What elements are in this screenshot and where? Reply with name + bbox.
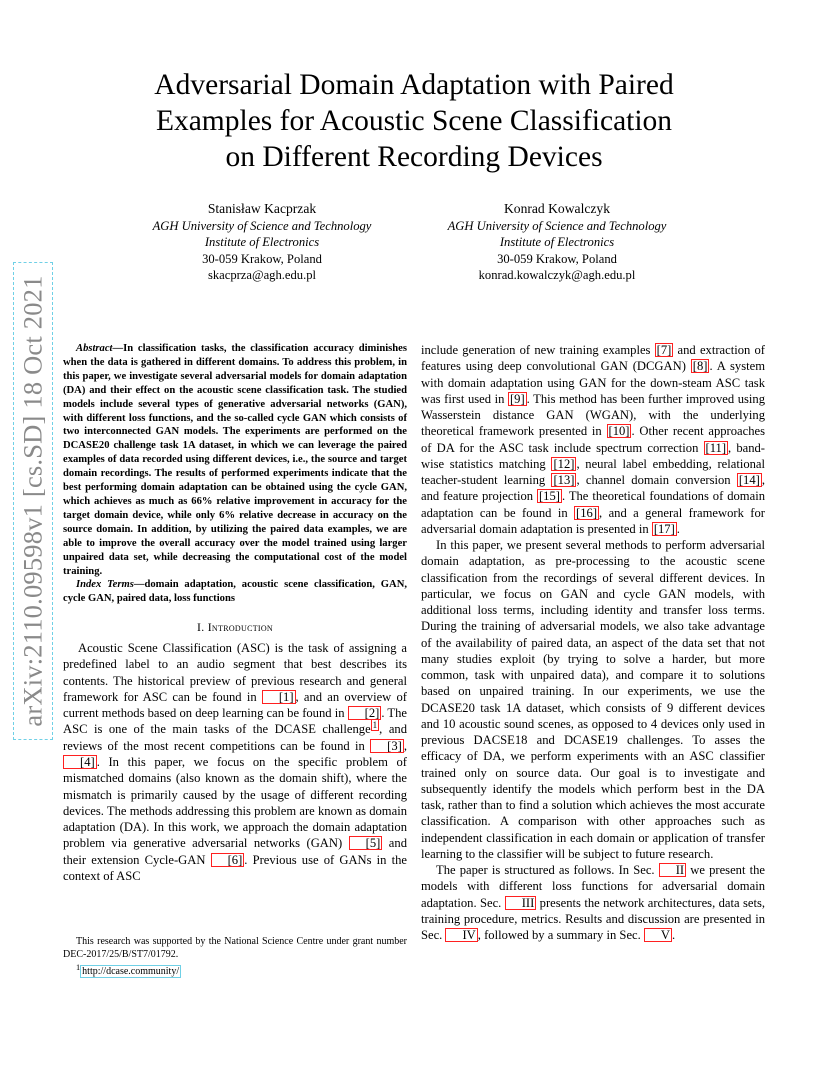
text-run: , and an overview of current methods based on deep learning can be found in bbox=[63, 689, 407, 721]
title-line-3: on Different Recording Devices bbox=[225, 141, 603, 173]
citation-link[interactable]: [12] bbox=[553, 456, 575, 471]
citation-link[interactable]: [17] bbox=[653, 521, 675, 536]
text-run: , and feature projection bbox=[421, 473, 765, 504]
author-name: Konrad Kowalczyk bbox=[503, 201, 611, 216]
section-link[interactable]: V bbox=[644, 928, 672, 942]
text-run: include generation of new training examples bbox=[421, 343, 655, 357]
text-run: . bbox=[672, 928, 676, 942]
text-run: . A system with domain adaptation using GAN for the down-steam ASC task was first used in bbox=[421, 359, 766, 406]
title-line-2: Examples for Acoustic Scene Classification bbox=[155, 105, 673, 137]
text-run: . Other recent approaches of DA for the ASC task include spectrum correction bbox=[421, 424, 766, 455]
text-run: and their extension Cycle-GAN bbox=[63, 836, 407, 867]
footnote-link[interactable]: 1 bbox=[372, 720, 378, 731]
citation-link[interactable]: [7] bbox=[656, 343, 672, 357]
citation-link[interactable]: [4] bbox=[63, 755, 97, 769]
text-run: we present the models with different loss functions for adversarial domain adaptation. Sec. bbox=[421, 863, 766, 910]
arxiv-stamp[interactable] bbox=[13, 262, 53, 740]
text-run: and extraction of features using deep convolutional GAN (DCGAN) bbox=[421, 343, 765, 374]
funding-footnote: This research was supported by the National Science Centre under grant number DEC-2017/25/B/ST7/01792. bbox=[63, 936, 407, 960]
paper-title bbox=[90, 67, 738, 175]
citation-link[interactable]: [9] bbox=[509, 391, 525, 406]
section-number: I. bbox=[196, 620, 205, 635]
index-terms-text: —domain adaptation, acoustic scene classification, GAN, cycle GAN, paired data, loss functions bbox=[63, 579, 407, 605]
section-heading-introduction bbox=[63, 620, 407, 635]
author-institute: Institute of Electronics bbox=[204, 235, 320, 249]
text-run: , and reviews of the most recent competitions can be found in bbox=[63, 722, 407, 753]
author-address: 30-059 Krakow, Poland bbox=[202, 251, 322, 266]
section-title: Introduction bbox=[207, 620, 274, 635]
text-run: , channel domain conversion bbox=[576, 473, 737, 487]
text-run: The paper is structured as follows. In Sec. bbox=[436, 863, 659, 877]
footnotes bbox=[63, 936, 407, 979]
citation-link[interactable]: [11] bbox=[705, 440, 727, 455]
intro-paragraph-2: In this paper, we present several methods to perform adversarial domain adaptation, as pre-processing to the acoustic scene classification from the recordings of several different devices. In particular, we focus on GAN and cycle GAN models, with additional loss terms, including identity and transfer loss terms. During the training of adversarial models, we also take advantage of the availability of paired data, an aspect of the data set that not many studies exploit (by trying to solve a harder, but more common, task with unpaired data), and compare it to solutions based on unpaired training. In our experiments, we use the DCASE20 task 1A dataset, which consists of 9 different devices and 10 acoustic sound scenes, as opposed to 4 devices only used in previous DACSE18 and DCASE19 challenges. To asses the efficacy of DA, we perform experiments with an ASC classifier trained only on source data. Our goal is to investigate and subsequently identify the models which perform best in the DA task, rather than to find a solution which achieves the most accurate classification. A comparison with other approaches such as independent classification in each domain or application of transfer learning to the classifier will be subject to future research. bbox=[421, 538, 765, 861]
section-link[interactable]: IV bbox=[445, 928, 477, 942]
citation-link[interactable]: [2] bbox=[348, 706, 382, 720]
text-run: . The theoretical foundations of domain adaptation can be found in bbox=[421, 489, 765, 520]
abstract bbox=[63, 342, 407, 578]
footnote-mark: 1 bbox=[76, 963, 81, 972]
citation-link[interactable]: [8] bbox=[692, 359, 708, 374]
citation-link[interactable]: [15] bbox=[538, 489, 560, 504]
abstract-lead: Abstract bbox=[76, 343, 113, 354]
author-email[interactable]: skacprza@agh.edu.pl bbox=[207, 268, 317, 282]
citation-link[interactable]: [10] bbox=[608, 424, 630, 439]
text-run: Acoustic Scene Classification (ASC) is the task of assigning a predefined label to an audio segment that best describes its contents. The historical preview of previous research and general framework for ASC can be found in bbox=[63, 641, 407, 704]
section-link[interactable]: II bbox=[659, 863, 686, 877]
intro-paragraph-1 bbox=[63, 640, 407, 884]
author-institute: Institute of Electronics bbox=[499, 235, 615, 249]
text-run: , neural label embedding, relational teacher-student learning bbox=[421, 456, 766, 487]
author-affiliation: AGH University of Science and Technology bbox=[447, 218, 667, 233]
text-run: . This method has been further improved using Wasserstein distance GAN (WGAN), with the underlying theoretical framework presented in bbox=[421, 391, 765, 439]
intro-paragraph-3 bbox=[421, 862, 765, 943]
text-run: presents the network architectures, data sets, training procedure, metrics. Results and discussion are presented in Sec. bbox=[421, 895, 765, 942]
right-column bbox=[421, 342, 765, 943]
abstract-text: —In classification tasks, the classification accuracy diminishes when the data is gathered in different domains. To address this problem, in this paper, we investigate several adversarial models for domain adaptation (DA) and their effect on the acoustic scene classification task. The studied models include several types of generative adversarial networks (GAN), with different loss functions, and the so-called cycle GAN which consists of two interconnected GAN models. The experiments are performed on the DCASE20 challenge task 1A dataset, in which we can leverage the paired examples of data recorded using different devices, i.e., the source and target domain recordings. The results of performed experiments indicate that the best performing domain adaptation can be obtained using the cycle GAN, which achieves as much as 66% relative improvement in accuracy for the target domain device, while only 6% relative decrease in accuracy on the source domain. In addition, by utilizing the paired data examples, we are able to improve the overall accuracy over the model trained using larger unpaired data set, while decreasing the computational cost of the model training. bbox=[63, 343, 407, 577]
citation-link[interactable]: [13] bbox=[553, 473, 575, 487]
author-block-1 bbox=[112, 201, 412, 284]
author-affiliation: AGH University of Science and Technology bbox=[152, 218, 372, 233]
citation-link[interactable]: [1] bbox=[262, 690, 296, 704]
arxiv-stamp-text: arXiv:2110.09598v1 [cs.SD] 18 Oct 2021 bbox=[17, 275, 48, 727]
index-terms-lead: Index Terms bbox=[76, 579, 134, 591]
author-email[interactable]: konrad.kowalczyk@agh.edu.pl bbox=[478, 268, 636, 282]
text-run: . In this paper, we focus on the specific problem of mismatched domains (also known as the domain shift), where the mismatch is primarily caused by the usage of different recording devices. The methods addressing this problem are known as domain adaptation (DA). In this work, we approach the domain adaptation problem via generative adversarial networks (GAN) bbox=[63, 755, 407, 851]
footnote-url-link[interactable]: http://dcase.community/ bbox=[82, 966, 180, 978]
text-run: , bbox=[403, 738, 407, 753]
citation-link[interactable]: [6] bbox=[211, 853, 245, 867]
text-run: . bbox=[676, 521, 680, 536]
citation-link[interactable]: [14] bbox=[738, 473, 760, 487]
section-link[interactable]: III bbox=[505, 896, 537, 910]
citation-link[interactable]: [3] bbox=[370, 739, 404, 753]
author-address: 30-059 Krakow, Poland bbox=[497, 251, 617, 266]
index-terms bbox=[63, 578, 407, 606]
author-block-2 bbox=[407, 201, 707, 284]
citation-link[interactable]: [16] bbox=[576, 505, 598, 520]
text-run: , and a general framework for adversarial domain adaptation is presented in bbox=[421, 505, 765, 536]
left-column bbox=[63, 342, 407, 884]
author-name: Stanisław Kacprzak bbox=[207, 201, 317, 216]
text-run: . Previous use of GANs in the context of ASC bbox=[63, 852, 407, 883]
text-run: . The ASC is one of the main tasks of the DCASE challenge bbox=[63, 706, 408, 737]
citation-link[interactable]: [5] bbox=[349, 836, 383, 850]
footnote-1 bbox=[76, 962, 407, 979]
text-run: , band-wise statistics matching bbox=[421, 440, 765, 471]
text-run: , followed by a summary in Sec. bbox=[477, 928, 644, 942]
title-line-1: Adversarial Domain Adaptation with Paired bbox=[154, 69, 674, 101]
intro-paragraph-continued bbox=[421, 342, 765, 537]
